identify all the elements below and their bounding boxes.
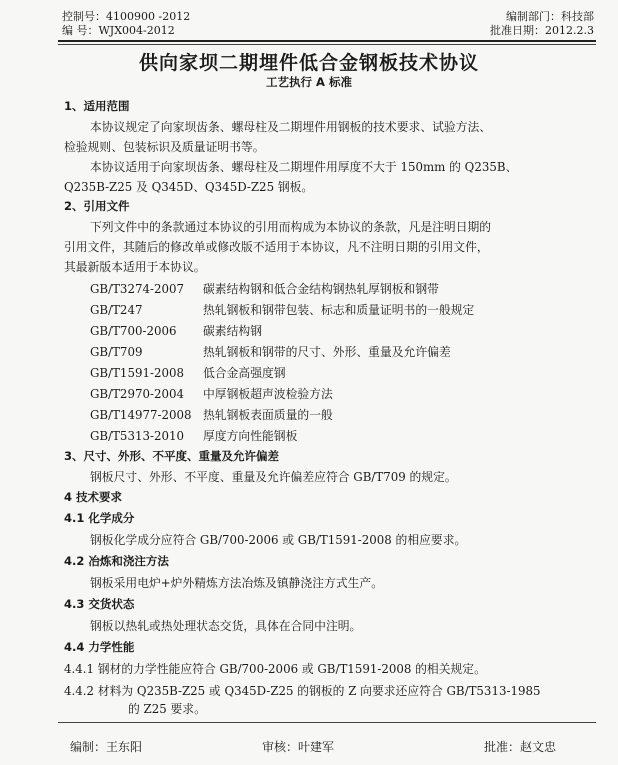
section-1-para-2b: Q235B-Z25 及 Q345D、Q345D-Z25 钢板。 xyxy=(64,180,314,194)
section-2-para-b: 引用文件，其随后的修改单或修改版不适用于本协议，凡不注明日期的引用文件， xyxy=(64,240,489,254)
section-4-4-2b: 的 Z25 要求。 xyxy=(128,702,206,716)
section-3-heading: 3、尺寸、外形、不平度、重量及允许偏差 xyxy=(64,449,279,463)
section-4-3-para: 钢板以热轧或热处理状态交货，具体在合同中注明。 xyxy=(90,619,362,633)
control-number: 控制号：4100900 -2012 xyxy=(62,10,191,23)
standard-code: GB/T2970-2004 xyxy=(90,387,184,401)
standard-code: GB/T709 xyxy=(90,345,143,359)
reviewer-signature: 审核：叶建军 xyxy=(262,740,335,754)
standard-name: 热轧钢板和钢带包装、标志和质量证明书的一般规定 xyxy=(203,303,475,317)
section-2-para-a: 下列文件中的条款通过本协议的引用而构成为本协议的条款，凡是注明日期的 xyxy=(90,220,492,234)
standard-name: 热轧钢板和钢带的尺寸、外形、重量及允许偏差 xyxy=(203,345,451,359)
section-4-2-para: 钢板采用电炉+炉外精炼方法冶炼及镇静浇注方式生产。 xyxy=(90,576,384,590)
section-1-para-2a: 本协议适用于向家坝齿条、螺母柱及二期埋件用厚度不大于 150mm 的 Q235B、 xyxy=(90,160,518,174)
header-right xyxy=(490,10,594,38)
section-4-1-para: 钢板化学成分应符合 GB/700-2006 或 GB/T1591-2008 的相应要求。 xyxy=(90,533,467,547)
standard-item xyxy=(90,427,297,444)
standard-code: GB/T3274-2007 xyxy=(90,282,184,296)
footer-rule xyxy=(58,722,596,723)
author-signature: 编制：王东阳 xyxy=(70,740,143,754)
section-1-heading: 1、适用范围 xyxy=(64,99,130,113)
section-2-heading: 2、引用文件 xyxy=(64,199,130,213)
standard-name: 厚度方向性能钢板 xyxy=(203,429,298,443)
section-4-4-1: 4.4.1 钢材的力学性能应符合 GB/700-2006 或 GB/T1591-2008 的相关规定。 xyxy=(64,662,486,676)
section-4-2-heading: 4.2 冶炼和浇注方法 xyxy=(64,554,169,568)
section-3-para: 钢板尺寸、外形、不平度、重量及允许偏差应符合 GB/T709 的规定。 xyxy=(90,470,457,484)
section-4-3-heading: 4.3 交货状态 xyxy=(64,597,135,611)
header-left xyxy=(62,10,190,38)
standard-code: GB/T247 xyxy=(90,303,143,317)
standard-name: 碳素结构钢和低合金结构钢热轧厚钢板和钢带 xyxy=(203,282,439,296)
standard-code: GB/T1591-2008 xyxy=(90,366,184,380)
section-4-heading: 4 技术要求 xyxy=(64,490,123,504)
section-4-4-2a: 4.4.2 材料为 Q235B-Z25 或 Q345D-Z25 的钢板的 Z 向要求还应符合 GB/T5313-1985 xyxy=(64,684,541,698)
standard-item xyxy=(90,322,262,339)
standard-name: 低合金高强度钢 xyxy=(203,366,286,380)
standard-code: GB/T700-2006 xyxy=(90,324,177,338)
section-4-4-heading: 4.4 力学性能 xyxy=(64,640,135,654)
approval-date: 批准日期：2012.2.3 xyxy=(490,24,594,37)
standard-item xyxy=(90,364,286,381)
section-1-para-1b: 检验规则、包装标识及质量证明书等。 xyxy=(64,140,265,154)
standard-item xyxy=(90,301,474,318)
standard-item xyxy=(90,385,333,402)
document-title: 供向家坝二期埋件低合金钢板技术协议 xyxy=(138,52,479,74)
standard-code: GB/T14977-2008 xyxy=(90,408,192,422)
approver-signature: 批准：赵文忠 xyxy=(484,740,557,754)
standard-item xyxy=(90,406,333,423)
section-4-1-heading: 4.1 化学成分 xyxy=(64,511,135,525)
header-rule-thin xyxy=(58,44,596,45)
section-2-para-c: 其最新版本适用于本协议。 xyxy=(64,260,206,274)
department: 编制部门：科技部 xyxy=(506,10,594,23)
document-number: 编 号：WJX004-2012 xyxy=(62,24,175,37)
standard-name: 热轧钢板表面质量的一般 xyxy=(203,408,333,422)
section-1-para-1a: 本协议规定了向家坝齿条、螺母柱及二期埋件用钢板的技术要求、试验方法、 xyxy=(90,120,492,134)
standard-item xyxy=(90,280,439,297)
header-rule-thick xyxy=(58,40,596,42)
standard-item xyxy=(90,343,451,360)
standard-code: GB/T5313-2010 xyxy=(90,429,184,443)
document-subtitle: 工艺执行 A 标准 xyxy=(266,75,352,89)
standard-name: 中厚钢板超声波检验方法 xyxy=(203,387,333,401)
standard-name: 碳素结构钢 xyxy=(203,324,262,338)
